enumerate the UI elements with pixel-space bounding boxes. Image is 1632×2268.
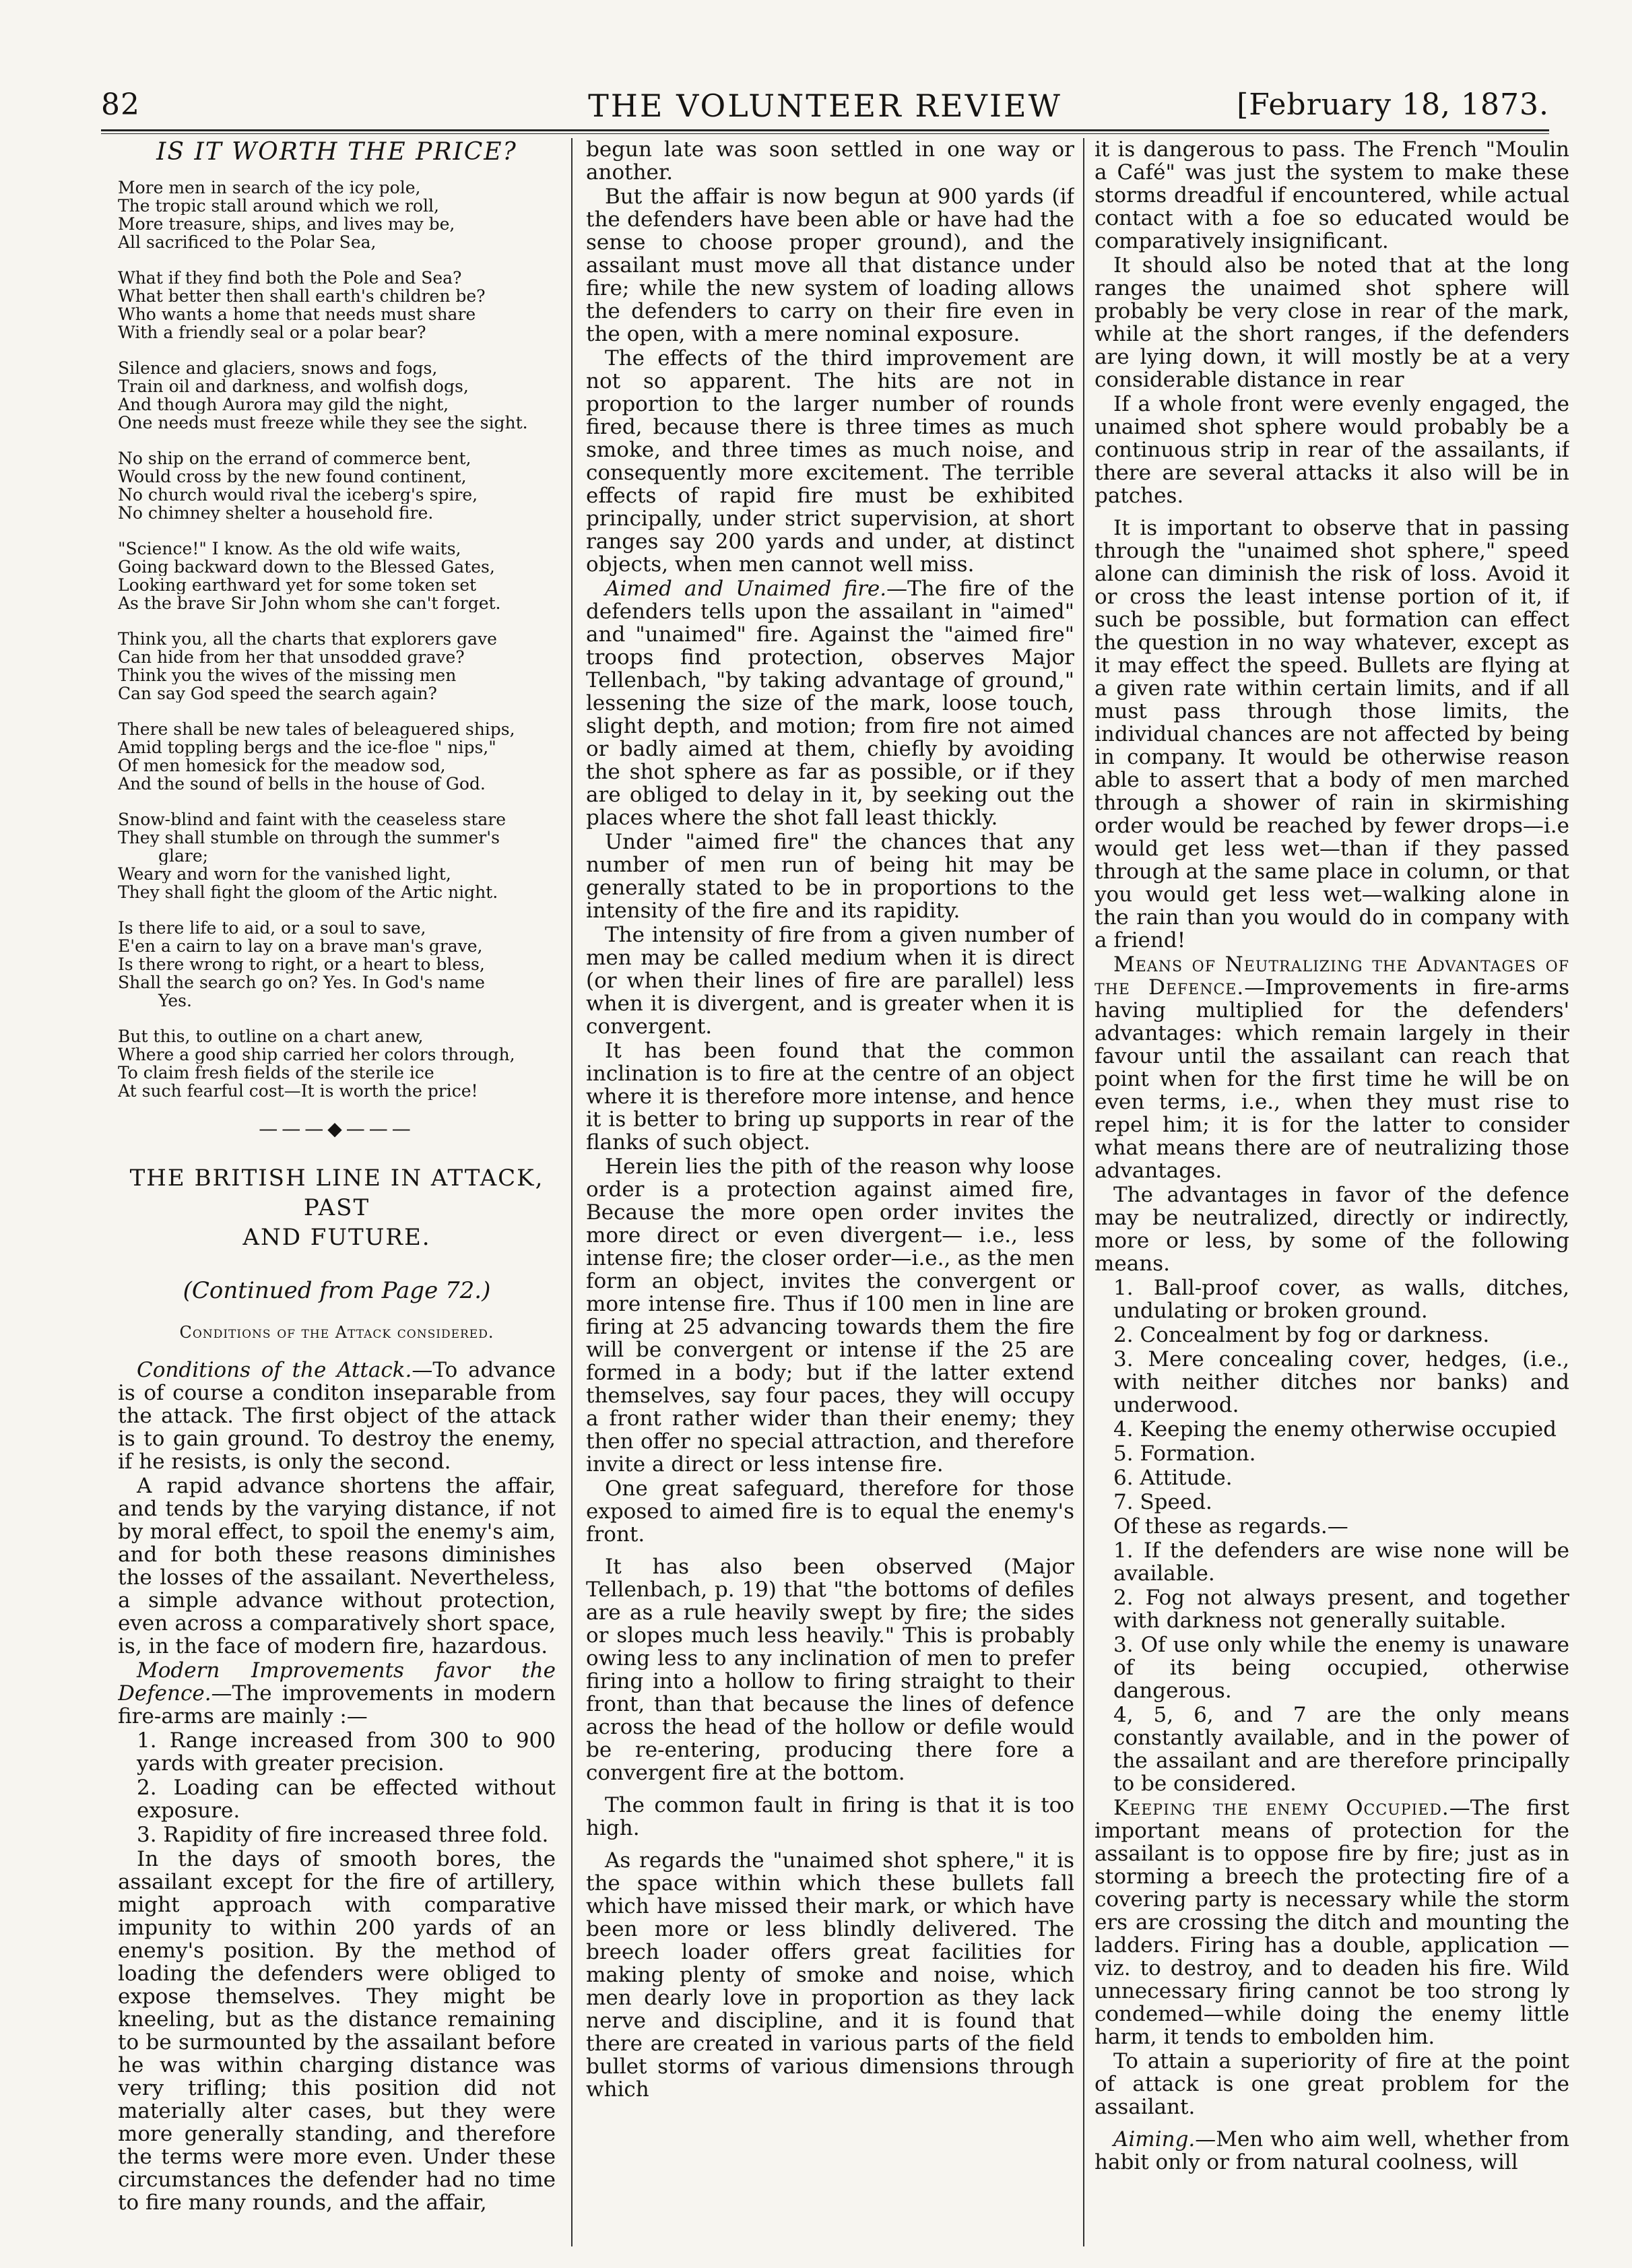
article-paragraph xyxy=(1095,1515,1569,1538)
poem-line: Looking earthward yet for some token set xyxy=(118,576,477,594)
poem-stanza xyxy=(118,449,556,522)
article-paragraph xyxy=(118,1475,556,1658)
article-paragraph xyxy=(586,138,1074,184)
poem xyxy=(118,179,556,1100)
poem-line: Amid toppling bergs and the ice-floe " nips," xyxy=(118,738,496,756)
paragraph-text: It should also be noted that at the long ranges the unaimed shot sphere will probably be very close in rear of the mark, while at the short ranges, if the defenders are lying down, it will mostly be at a very considerable distance in rear xyxy=(1095,253,1569,392)
poem-line: Weary and worn for the vanished light, xyxy=(118,865,451,883)
poem-line: What better then shall earth's children be? xyxy=(118,287,486,305)
paragraph-text: The common fault in firing is that it is too high. xyxy=(586,1793,1074,1840)
paragraph-text: Under "aimed fire" the chances that any number of men run of being hit may be generally stated to be in proportions to the intensity of the fire and its rapidity. xyxy=(586,830,1074,923)
paragraph-text: 1. Range increased from 300 to 900 yards with greater precision. xyxy=(137,1728,556,1776)
header-rule-thin xyxy=(101,133,1549,134)
poem-line: They shall stumble on through the summer's xyxy=(118,829,500,847)
article-paragraph xyxy=(118,1729,556,1775)
poem-line: Of men homesick for the meadow sod, xyxy=(118,756,446,775)
article-paragraph xyxy=(1095,1586,1569,1632)
paragraph-lead: Aimed and Unaimed fire. xyxy=(605,577,887,601)
article-paragraph xyxy=(586,1477,1074,1546)
article-title-line: THE BRITISH LINE IN ATTACK, PAST xyxy=(129,1165,544,1221)
paragraph-text: The effects of the third improvement are not so apparent. The hits are not in proportion to the larger number of rounds fired, because there is three times as much smoke, and three times as much noise, and consequently more excitement. The terrible effects of rapid fire must be exhibited principally, under strict supervision, at short ranges say 200 yards and under, at distinct objects, when men cannot well miss. xyxy=(586,346,1074,577)
poem-stanza xyxy=(118,720,556,793)
paragraph-text: it is dangerous to pass. The French "Moulin a Café" was just the system to make these storms dreadful if encountered, while actual contact with a foe so educated would be comparatively insignificant. xyxy=(1095,138,1569,253)
article-paragraph xyxy=(1095,1276,1569,1322)
poem-line: And the sound of bells in the house of God. xyxy=(118,775,486,793)
article-paragraph xyxy=(1095,138,1569,253)
article-paragraph xyxy=(586,185,1074,346)
paragraph-text: 2. Loading can be effected without exposure. xyxy=(137,1776,556,1823)
paragraph-text: 7. Speed. xyxy=(1113,1490,1212,1514)
article-paragraph xyxy=(118,1359,556,1473)
section-ornament: ———◆——— xyxy=(259,1117,415,1140)
column-1 xyxy=(118,138,556,2246)
poem-stanza xyxy=(118,1027,556,1100)
poem-line: No ship on the errand of commerce bent, xyxy=(118,449,471,467)
page-number: 82 xyxy=(101,88,140,122)
paragraph-text: 2. Concealment by fog or darkness. xyxy=(1113,1323,1490,1347)
paragraph-text: —Men who aim well, whether from habit only or from natural coolness, will xyxy=(1095,2127,1569,2174)
paragraph-lead: Means of Neutralizing the Advantages of the Defence. xyxy=(1095,952,1569,1000)
column-2 xyxy=(586,138,1074,2246)
article-body xyxy=(118,1359,556,2214)
paragraph-text: 4. Keeping the enemy otherwise occupied xyxy=(1113,1417,1557,1441)
paragraph-text: 3. Of use only while the enemy is unaware of its being occupied, otherwise dangerous. xyxy=(1113,1633,1569,1703)
paragraph-text: In the days of smooth bores, the assailant except for the fire of artillery, might approach with comparative impunity to within 200 yards of an enemy's position. By the method of loading the defenders were obliged to expose themselves. They might be kneeling, but as the distance remaining to be surmounted by the assailant before he was within charging distance was very trifling; this position did not materially alter cases, but they were more generally standing, and therefore the terms were more even. Under these circumstances the defender had no time to fire many rounds, and the affair, xyxy=(118,1847,556,2215)
newspaper-title: THE VOLUNTEER REVIEW xyxy=(588,88,1062,124)
poem-line: Is there life to aid, or a soul to save, xyxy=(118,919,426,937)
article-paragraph xyxy=(118,1659,556,1728)
poem-line: Can say God speed the search again? xyxy=(118,684,437,703)
article-paragraph xyxy=(1095,1442,1569,1465)
poem-stanza xyxy=(118,630,556,703)
poem-line: Can hide from her that unsodded grave? xyxy=(118,648,465,666)
article-paragraph xyxy=(1095,393,1569,507)
article-paragraph xyxy=(1095,1184,1569,1275)
paragraph-text: If a whole front were evenly engaged, the unaimed shot sphere would probably be a continuous strip in rear of the assailants, if there are several attacks it also will be in patches. xyxy=(1095,392,1569,508)
paragraph-text: 1. If the defenders are wise none will be available. xyxy=(1113,1538,1569,1586)
paragraph-text: The advantages in favor of the defence may be neutralized, directly or indirectly, more or less, by some of the following means. xyxy=(1095,1183,1569,1276)
article-paragraph xyxy=(1095,1324,1569,1347)
paragraph-text: One great safeguard, therefore for those exposed to aimed fire is to equal the enemy's front. xyxy=(586,1477,1074,1547)
article-body xyxy=(586,138,1074,2101)
paragraph-text: Herein lies the pith of the reason why loose order is a protection against aimed fire, Because the more open order invites the more direct or even divergent— i.e., less intense fire; the closer order—i.e., as the men form an object, invites the convergent or more intense fire. Thus if 100 men in line are firing at 25 advancing towards them the fire will be convergent or intense if the 25 are formed in a body; but if the latter extend themselves, say four paces, they will occupy a front rather wider than their enemy; they then offer no special attraction, and therefore invite a direct or less intense fire. xyxy=(586,1155,1074,1477)
article-title-line: AND FUTURE. xyxy=(242,1224,431,1251)
poem-line: Shall the search go on? Yes. In God's name xyxy=(118,973,485,992)
poem-line: Think you the wives of the missing men xyxy=(118,666,457,684)
article-paragraph xyxy=(1095,1539,1569,1585)
poem-line: One needs must freeze while they see the sight. xyxy=(118,414,528,432)
poem-line: glare; xyxy=(158,847,209,865)
issue-date: [February 18, 1873. xyxy=(1237,88,1549,122)
paragraph-text: Of these as regards.— xyxy=(1113,1514,1348,1538)
article-paragraph xyxy=(1095,953,1569,1182)
poem-line: They shall fight the gloom of the Artic night. xyxy=(118,883,498,901)
column-divider xyxy=(571,138,573,2246)
poem-line: There shall be new tales of beleaguered ships, xyxy=(118,720,515,738)
article-paragraph xyxy=(1095,1796,1569,2048)
paragraph-text: As regards the "unaimed shot sphere," it is the space within which these bullets fall which have missed their mark, or which have been more or less blindly delivered. The breech loader offers great facilities for making plenty of smoke and noise, which men dearly love in proportion as they lack nerve and discipline, and it is found that there are created in various parts of the field bullet storms of various dimensions through which xyxy=(586,1848,1074,2102)
paragraph-text: It is important to observe that in passing through the "unaimed shot sphere," speed alone can diminish the risk of loss. Avoid it or cross the least intense portion of it, if such be possible, but formation can effect the question in no way whatever, except as it may effect the speed. Bullets are flying at a given rate within certain limits, and if all must pass through those limits, the individual chances are not affected by being in company. It would be otherwise reason able to assert that a body of men marched through a shower of rain in skirmishing order would be reached by fewer drops—i.e would get less wet—than if they passed through at the same place in column, or that you would get less wet—walking alone in the rain than you would do in company with a friend! xyxy=(1095,516,1569,952)
paragraph-text: —Improvements in fire-arms having multiplied for the defenders' advantages: which remain largely in their favour until the assailant can reach that point when for the first time he will be on even terms, i.e., when they must rise to repel him; it is for the latter to consider what means there are of neutralizing those advantages. xyxy=(1095,975,1569,1183)
article-paragraph xyxy=(118,1776,556,1822)
paragraph-text: 4, 5, 6, and 7 are the only means constantly available, and in the power of the assailant and are therefore principally to be considered. xyxy=(1113,1703,1569,1796)
article-paragraph xyxy=(1095,1704,1569,1795)
article-paragraph xyxy=(1095,2050,1569,2118)
paragraph-text: It has also been observed (Major Tellenbach, p. 19) that "the bottoms of defiles are as a rule heavily swept by fire; the sides or slopes much less heavily." This is probably owing less to any inclination of men to prefer firing into a hollow to firing straight to their front, than that because the lines of defence across the head of the hollow or defile would be re-entering, producing there fore a convergent fire at the bottom. xyxy=(586,1555,1074,1785)
article-paragraph xyxy=(1095,1491,1569,1514)
paragraph-text: 6. Attitude. xyxy=(1113,1466,1233,1490)
poem-stanza xyxy=(118,359,556,432)
poem-line: Silence and glaciers, snows and fogs, xyxy=(118,359,438,377)
poem-line: Going backward down to the Blessed Gates, xyxy=(118,558,495,576)
paragraph-lead: Keeping the enemy Occupied. xyxy=(1113,1796,1449,1820)
poem-line: All sacrificed to the Polar Sea, xyxy=(118,233,377,251)
poem-line: But this, to outline on a chart anew, xyxy=(118,1027,424,1045)
poem-line: "Science!" I know. As the old wife waits, xyxy=(118,540,461,558)
article-paragraph xyxy=(586,1849,1074,2101)
article-paragraph xyxy=(1095,254,1569,391)
paragraph-text: 3. Rapidity of fire increased three fold. xyxy=(137,1823,549,1847)
poem-line: Would cross by the new found continent, xyxy=(118,467,467,486)
article-paragraph xyxy=(1095,1418,1569,1441)
poem-line: What if they find both the Pole and Sea? xyxy=(118,269,462,287)
poem-line: Where a good ship carried her colors through, xyxy=(118,1045,515,1064)
article-paragraph xyxy=(1095,1348,1569,1417)
poem-line: With a friendly seal or a polar bear? xyxy=(118,323,426,342)
paragraph-text: 1. Ball-proof cover, as walls, ditches, undulating or broken ground. xyxy=(1113,1276,1569,1323)
article-paragraph xyxy=(586,1555,1074,1784)
poem-line: No chimney shelter a household fire. xyxy=(118,504,434,522)
paragraph-text: A rapid advance shortens the affair, and tends by the varying distance, if not by moral effect, to spoil the enemy's aim, and for both these reasons diminishes the losses of the assailant. Nevertheless, a simple advance without protection, even across a comparatively short space, is, in the face of modern fire, hazardous. xyxy=(118,1474,556,1658)
poem-line: And though Aurora may gild the night, xyxy=(118,395,449,414)
poem-line: The tropic stall around which we roll, xyxy=(118,197,439,215)
paragraph-text: begun late was soon settled in one way or another. xyxy=(586,138,1074,185)
poem-line: No church would rival the iceberg's spire, xyxy=(118,486,478,504)
article-paragraph xyxy=(586,1155,1074,1476)
poem-line: More men in search of the icy pole, xyxy=(118,179,421,197)
poem-line: More treasure, ships, and lives may be, xyxy=(118,215,455,233)
poem-stanza xyxy=(118,919,556,1010)
article-paragraph xyxy=(1095,517,1569,952)
paragraph-text: —To advance is of course a conditon inseparable from the attack. The first object of the attack is to gain ground. To destroy the enemy, if he resists, is only the second. xyxy=(118,1358,556,1474)
poem-line: Train oil and darkness, and wolfish dogs, xyxy=(118,377,469,395)
paragraph-text: 2. Fog not always present, and together with darkness not generally suitable. xyxy=(1113,1586,1569,1633)
poem-line: At such fearful cost—It is worth the price! xyxy=(118,1082,478,1100)
poem-stanza xyxy=(118,179,556,251)
paragraph-text: It has been found that the common inclination is to fire at the centre of an object where it is therefore more intense, and hence it is better to bring up supports in rear of the flanks of such object. xyxy=(586,1039,1074,1155)
poem-stanza xyxy=(118,810,556,901)
paragraph-text: —The improvements in modern fire-arms are mainly :— xyxy=(118,1681,556,1728)
article-paragraph xyxy=(1095,1633,1569,1702)
poem-line: Snow-blind and faint with the ceaseless stare xyxy=(118,810,507,829)
poem-line: Yes. xyxy=(158,992,192,1010)
poem-line: E'en a cairn to lay on a brave man's grave, xyxy=(118,937,483,955)
page-header xyxy=(101,88,1549,128)
article-paragraph xyxy=(586,347,1074,576)
paragraph-lead: Aiming. xyxy=(1113,2127,1196,2151)
poem-stanza xyxy=(118,269,556,342)
article-paragraph xyxy=(1095,1466,1569,1489)
article-paragraph xyxy=(586,831,1074,922)
article-paragraph xyxy=(586,1039,1074,1154)
poem-title: IS IT WORTH THE PRICE? xyxy=(156,138,517,166)
paragraph-text: —The first important means of protection for the assailant is to oppose fire by fire; just as in storming a breech the protecting fire of a covering party is necessary while the storm ers are crossing the ditch and mounting the ladders. Firing has a double, application —viz. to destroy, and to deaden his fire. Wild unnecessary firing cannot be too strong ly condemed—while doing the enemy little harm, it tends to embolden him. xyxy=(1095,1796,1569,2049)
poem-line: As the brave Sir John whom she can't forget. xyxy=(118,594,501,612)
continued-note: (Continued from Page 72.) xyxy=(183,1277,491,1304)
article-title xyxy=(118,1163,556,1252)
paragraph-text: To attain a superiority of fire at the point of attack is one great problem for the assailant. xyxy=(1095,2049,1569,2119)
paragraph-text: 3. Mere concealing cover, hedges, (i.e., with neither ditches nor banks) and underwood. xyxy=(1113,1347,1569,1417)
paragraph-text: —The fire of the defenders tells upon the assailant in "aimed" and "unaimed" fire. Against the "aimed fire" troops find protection, observes Major Tellenbach, "by taking advantage of ground," lessening the size of the mark, loose touch, slight depth, and motion; from fire not aimed or badly aimed at them, chiefly by avoiding the shot sphere as far as possible, or if they are obliged to delay in it, by seeking out the places where the shot fall least thickly. xyxy=(586,577,1074,830)
paragraph-lead: Modern Improvements favor the Defence. xyxy=(118,1658,556,1706)
poem-line: Think you, all the charts that explorers gave xyxy=(118,630,497,648)
paragraph-lead: Conditions of the Attack. xyxy=(137,1358,412,1382)
paragraph-text: But the affair is now begun at 900 yards (if the defenders have been able or have had the sense to choose proper ground), and the assailant must move all that distance under fire; while the new system of loading allows the defenders to carry on their fire even in the open, with a mere nominal exposure. xyxy=(586,185,1074,346)
article-paragraph xyxy=(118,1823,556,1846)
article-paragraph xyxy=(118,1848,556,2214)
section-subhead: Conditions of the Attack considered. xyxy=(179,1323,494,1342)
column-divider xyxy=(1083,138,1084,2246)
poem-stanza xyxy=(118,540,556,612)
paragraph-text: 5. Formation. xyxy=(1113,1441,1256,1466)
header-rule xyxy=(101,129,1549,131)
paragraph-text: The intensity of fire from a given number of men may be called medium when it is direct (or when their lines of fire are parallel) less when it is divergent, and is greater when it is convergent. xyxy=(586,923,1074,1039)
poem-line: To claim fresh fields of the sterile ice xyxy=(118,1064,434,1082)
column-3 xyxy=(1095,138,1569,2246)
article-paragraph xyxy=(586,924,1074,1038)
poem-line: Is there wrong to right, or a heart to bless, xyxy=(118,955,485,973)
article-body xyxy=(1095,138,1569,2174)
poem-line: Who wants a home that needs must share xyxy=(118,305,476,323)
article-paragraph xyxy=(586,577,1074,829)
article-paragraph xyxy=(586,1794,1074,1840)
article-paragraph xyxy=(1095,2128,1569,2174)
